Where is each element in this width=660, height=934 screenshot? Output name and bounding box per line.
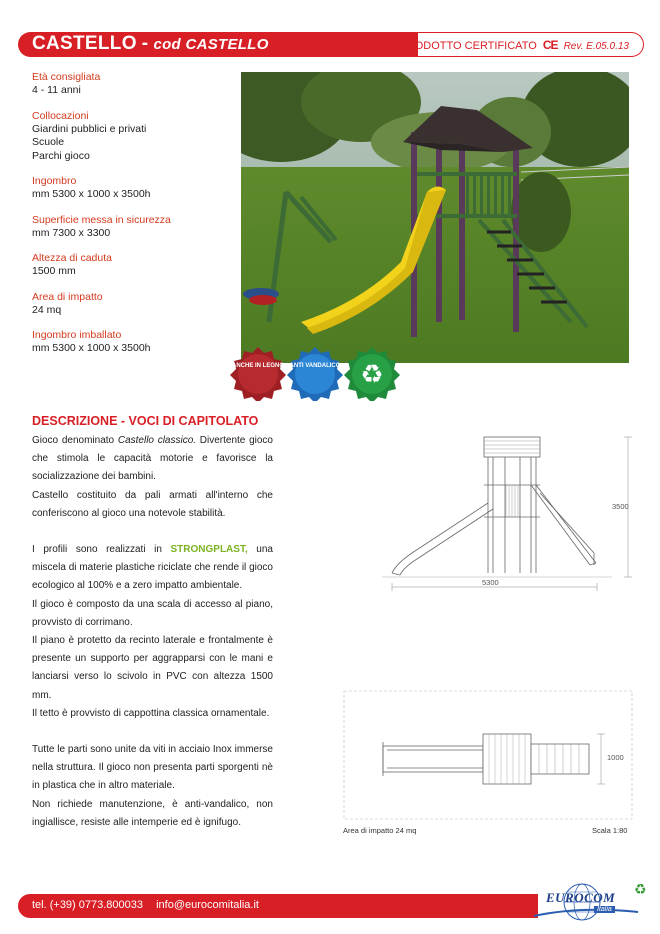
spec-age: [32, 71, 232, 98]
certification: [399, 38, 629, 52]
description-paragraph: Non richiede manutenzione, è anti-vandalico, non ingiallisce, resiste alle intemperie ed è ignifugo.: [32, 798, 273, 828]
logo-name: EUROCOM: [546, 890, 616, 905]
footer-bar: [18, 894, 538, 918]
recycle-icon: ♻: [634, 882, 647, 898]
strongplast-brand: STRONGPLAST,: [170, 544, 248, 556]
eurocom-logo: [520, 878, 650, 928]
recycle-seal-icon: [344, 345, 400, 401]
spec-value: Giardini pubblici e privati: [32, 122, 147, 135]
product-model-name: Castello classico.: [117, 435, 197, 446]
spec-value: mm 5300 x 1000 x 3500h: [32, 342, 151, 354]
spec-label: Ingombro imballato: [32, 329, 122, 341]
certified-label: PRODOTTO CERTIFICATO: [399, 40, 537, 52]
text-run: una miscela di materie plastiche riciclate che rende il gioco ecologico al 100% e a zero impatto ambientale.: [32, 544, 273, 592]
spec-label: Superficie messa in sicurezza: [32, 213, 171, 226]
spec-label: Altezza di caduta: [32, 252, 112, 264]
vandal-badge: [287, 345, 343, 401]
product-title: [32, 33, 269, 55]
spec-safety-area: [32, 214, 232, 241]
height-dimension: 3500: [612, 502, 629, 511]
product-code: cod CASTELLO: [153, 36, 269, 53]
wood-badge: [230, 345, 286, 401]
scale-caption: Scala 1:80: [592, 826, 628, 835]
product-photo: [241, 72, 629, 363]
header-title-bar: [18, 32, 418, 57]
svg-text:♻: ♻: [360, 360, 384, 390]
spec-value: mm 7300 x 3300: [32, 226, 111, 239]
anti-vandal-seal-icon: [287, 345, 343, 401]
description-heading: DESCRIZIONE - VOCI DI CAPITOLATO: [32, 414, 259, 428]
text-run: Gioco denominato: [32, 435, 118, 446]
wood-badge-label: ANCHE IN LEGNO: [231, 363, 284, 369]
spec-size: [32, 175, 232, 202]
playground-photo-illustration: [241, 72, 629, 363]
spec-impact-area: [32, 291, 232, 318]
specs-list: [32, 71, 232, 368]
spec-value: Scuole: [32, 136, 65, 148]
spec-label: Ingombro: [32, 175, 77, 187]
text-run: I profili sono realizzati in: [32, 544, 171, 556]
description-paragraph: [32, 432, 273, 487]
feature-badges: [230, 345, 410, 403]
spec-value: mm 5300 x 1000 x 3500h: [32, 188, 151, 200]
description-paragraph: [32, 541, 273, 596]
phone-number[interactable]: tel. (+39) 0773.800033: [32, 899, 144, 911]
logo-subtitle: Italia: [594, 906, 615, 913]
spec-fall-height: [32, 252, 232, 279]
ce-mark-icon: CE: [542, 38, 558, 52]
description-paragraph: Tutte le parti sono unite da viti in acciaio Inox immerse nella struttura. Il gioco non presenta parti sporgenti nè in plastica che in altro materiale.: [32, 744, 273, 792]
front-elevation-drawing: [372, 425, 642, 600]
paragraph-gap: [32, 523, 273, 541]
revision-code: Rev. E.05.0.13: [563, 41, 629, 52]
email-link[interactable]: info@eurocomitalia.it: [156, 899, 259, 911]
spec-packed-size: [32, 329, 232, 356]
top-view-svg: [343, 690, 633, 820]
paragraph-gap: [32, 723, 273, 741]
text-run: Divertente gioco che stimola le capacità motorie e favorisce la socializzazione dei bambini.: [32, 435, 273, 483]
description-paragraph: Il piano è protetto da recinto laterale e frontalmente è presente un supporto per aggrapparsi con le mani e lanciarsi verso lo scivolo in PVC con altezza 1500 mm.: [32, 635, 273, 701]
description-paragraph: Il tetto è provvisto di cappottina classica ornamentale.: [32, 707, 270, 719]
spec-label: Collocazioni: [32, 109, 89, 122]
spec-label: Area di impatto: [32, 290, 103, 303]
product-name: CASTELLO: [32, 33, 137, 54]
top-view-drawing: [343, 690, 633, 820]
spec-label: Età consigliata: [32, 71, 101, 83]
title-separator: -: [141, 33, 149, 54]
depth-dimension: 1000: [607, 753, 624, 762]
vandal-badge-label: ANTI VANDALICO: [289, 363, 341, 369]
spec-value: Parchi gioco: [32, 149, 90, 162]
spec-value: 1500 mm: [32, 265, 76, 277]
description-body: [32, 432, 273, 832]
spec-value: 4 - 11 anni: [32, 84, 81, 96]
description-paragraph: Castello costituito da pali armati all'interno che conferiscono al gioco una notevole stabilità.: [32, 489, 273, 519]
front-elevation-svg: [372, 425, 642, 600]
impact-area-caption: Area di impatto 24 mq: [343, 826, 417, 835]
description-paragraph: Il gioco è composto da una scala di accesso al piano, provvisto di corrimano.: [32, 598, 273, 628]
width-dimension: 5300: [482, 578, 499, 587]
header: [18, 32, 644, 57]
spec-value: 24 mq: [32, 303, 62, 316]
spec-locations: [32, 110, 232, 164]
wood-seal-icon: [230, 345, 286, 401]
recycle-badge: [344, 345, 400, 401]
contact-info: [32, 899, 269, 911]
certification-box: [399, 32, 644, 57]
